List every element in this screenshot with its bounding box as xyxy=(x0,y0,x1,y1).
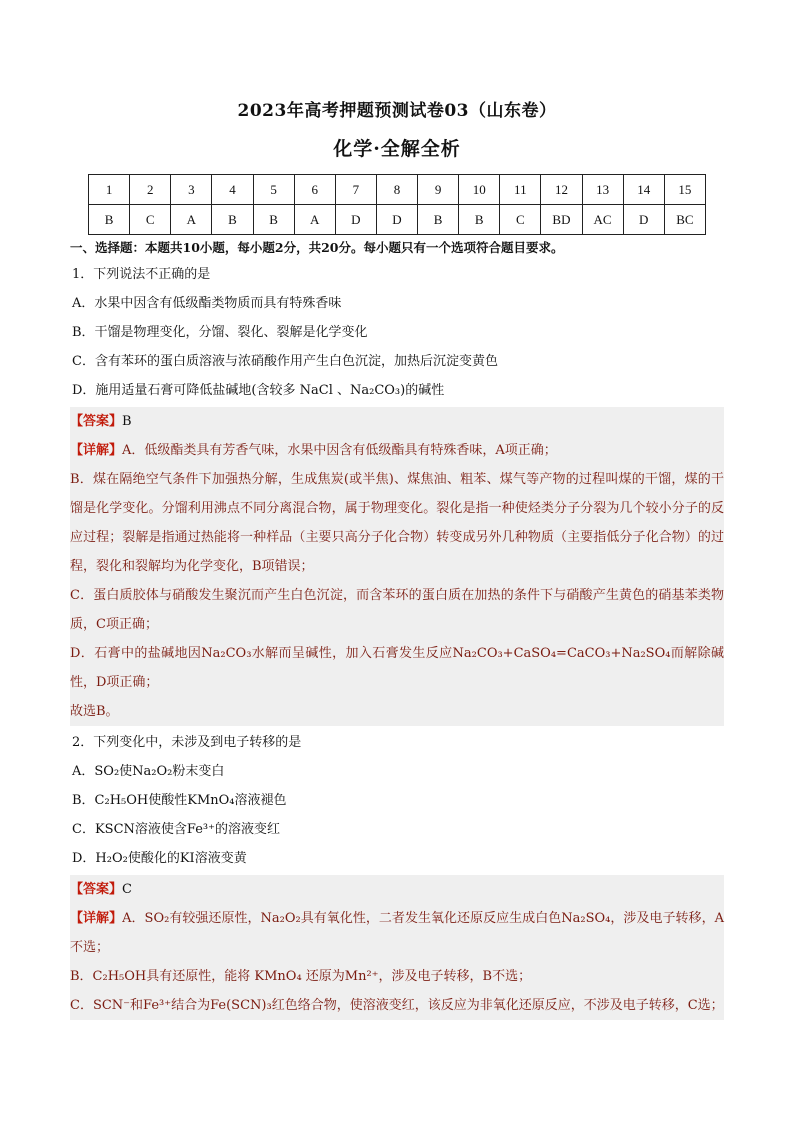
table-cell-answer: D xyxy=(335,205,376,235)
option-b: B．干馏是物理变化，分馏、裂化、裂解是化学变化 xyxy=(72,325,368,340)
table-cell-number: 4 xyxy=(212,175,253,205)
question-1-solution xyxy=(70,407,724,726)
section-heading: 一、选择题：本题共10小题，每小题2分，共20分。每小题只有一个选项符合题目要求。 xyxy=(70,240,564,255)
detail-a-text: A．低级酯类具有芳香气味，水果中因含有低级酯具有特殊香味，A项正确； xyxy=(122,443,557,458)
detail-b: B．煤在隔绝空气条件下加强热分解，生成焦炭(或半焦)、煤焦油、粗苯、煤气等产物的过程叫煤的干馏，煤的干馏是化学变化。分馏利用沸点不同分离混合物，属于物理变化。裂化是指一种使烃类分子分裂为几个较小分子的反应过程；裂解是指通过热能将一种样品（主要只高分子化合物）转变成另外几种物质（主要指低分子化合物）的过程，裂化和裂解均为化学变化，B项错误； xyxy=(70,472,724,574)
table-cell-answer: C xyxy=(500,205,541,235)
table-cell-answer: A xyxy=(294,205,335,235)
table-cell-number: 15 xyxy=(664,175,705,205)
answer-value: C xyxy=(122,882,132,897)
option-c: C．KSCN溶液使含Fe³⁺的溶液变红 xyxy=(72,822,280,837)
detail-d: D．石膏中的盐碱地因Na₂CO₃水解而呈碱性，加入石膏发生反应Na₂CO₃+CaSO₄=CaCO₃+Na₂SO₄而解除碱性，D项正确； xyxy=(70,646,724,690)
table-cell-answer: B xyxy=(89,205,130,235)
detail-a-text: A．SO₂有较强还原性，Na₂O₂具有氧化性，二者发生氧化还原反应生成白色Na₂SO₄，涉及电子转移，A不选； xyxy=(70,911,724,955)
option-c: C．含有苯环的蛋白质溶液与浓硝酸作用产生白色沉淀，加热后沉淀变黄色 xyxy=(72,354,498,369)
table-cell-answer: B xyxy=(212,205,253,235)
table-cell-number: 10 xyxy=(459,175,500,205)
table-cell-number: 5 xyxy=(253,175,294,205)
answer-line xyxy=(70,875,724,904)
question-stem: 2．下列变化中，未涉及到电子转移的是 xyxy=(72,735,302,750)
option-a: A．水果中因含有低级酯类物质而具有特殊香味 xyxy=(72,296,342,311)
option-d: D．H₂O₂使酸化的KI溶液变黄 xyxy=(72,851,247,866)
question-1 xyxy=(70,260,724,405)
table-cell-number: 9 xyxy=(418,175,459,205)
detail-a xyxy=(70,904,724,962)
table-cell-answer: C xyxy=(130,205,171,235)
detail-c: C．蛋白质胶体与硝酸发生聚沉而产生白色沉淀，而含苯环的蛋白质在加热的条件下与硝酸产生黄色的硝基苯类物质，C项正确； xyxy=(70,588,724,632)
table-cell-answer: D xyxy=(623,205,664,235)
document-body xyxy=(70,236,724,1022)
option-d: D．施用适量石膏可降低盐碱地(含较多 NaCl 、Na₂CO₃)的碱性 xyxy=(72,383,445,398)
table-cell-answer: B xyxy=(459,205,500,235)
answer-table xyxy=(88,174,706,235)
table-cell-number: 11 xyxy=(500,175,541,205)
table-cell-answer: BC xyxy=(664,205,705,235)
detail-c: C．SCN⁻和Fe³⁺结合为Fe(SCN)₃红色络合物，使溶液变红，该反应为非氧化还原反应，不涉及电子转移，C选； xyxy=(70,998,724,1013)
question-2 xyxy=(70,728,724,873)
detail-a xyxy=(70,436,724,465)
table-cell-number: 1 xyxy=(89,175,130,205)
question-stem: 1．下列说法不正确的是 xyxy=(72,267,211,282)
answer-label: 【答案】 xyxy=(70,882,123,897)
conclusion: 故选B。 xyxy=(70,704,119,719)
table-cell-number: 2 xyxy=(130,175,171,205)
table-cell-answer: B xyxy=(418,205,459,235)
detail-label: 【详解】 xyxy=(70,911,123,926)
page-title: 2023年高考押题预测试卷03（山东卷） xyxy=(237,101,557,121)
table-cell-number: 6 xyxy=(294,175,335,205)
answer-table-number-row xyxy=(89,175,706,205)
table-cell-answer: B xyxy=(253,205,294,235)
answer-label: 【答案】 xyxy=(70,414,123,429)
table-cell-number: 7 xyxy=(335,175,376,205)
table-cell-number: 13 xyxy=(582,175,623,205)
answer-value: B xyxy=(122,414,132,429)
table-cell-number: 14 xyxy=(623,175,664,205)
table-cell-number: 8 xyxy=(376,175,417,205)
table-cell-answer: A xyxy=(171,205,212,235)
table-cell-answer: BD xyxy=(541,205,582,235)
option-a: A．SO₂使Na₂O₂粉末变白 xyxy=(72,764,225,779)
table-cell-answer: D xyxy=(376,205,417,235)
answer-line xyxy=(70,407,724,436)
detail-label: 【详解】 xyxy=(70,443,123,458)
page-subtitle: 化学·全解全析 xyxy=(333,138,461,160)
table-cell-answer: AC xyxy=(582,205,623,235)
question-2-solution xyxy=(70,875,724,1020)
table-cell-number: 3 xyxy=(171,175,212,205)
option-b: B．C₂H₅OH使酸性KMnO₄溶液褪色 xyxy=(72,793,287,808)
answer-table-answer-row xyxy=(89,205,706,235)
detail-b: B．C₂H₅OH具有还原性，能将 KMnO₄ 还原为Mn²⁺，涉及电子转移，B不选； xyxy=(70,969,532,984)
table-cell-number: 12 xyxy=(541,175,582,205)
